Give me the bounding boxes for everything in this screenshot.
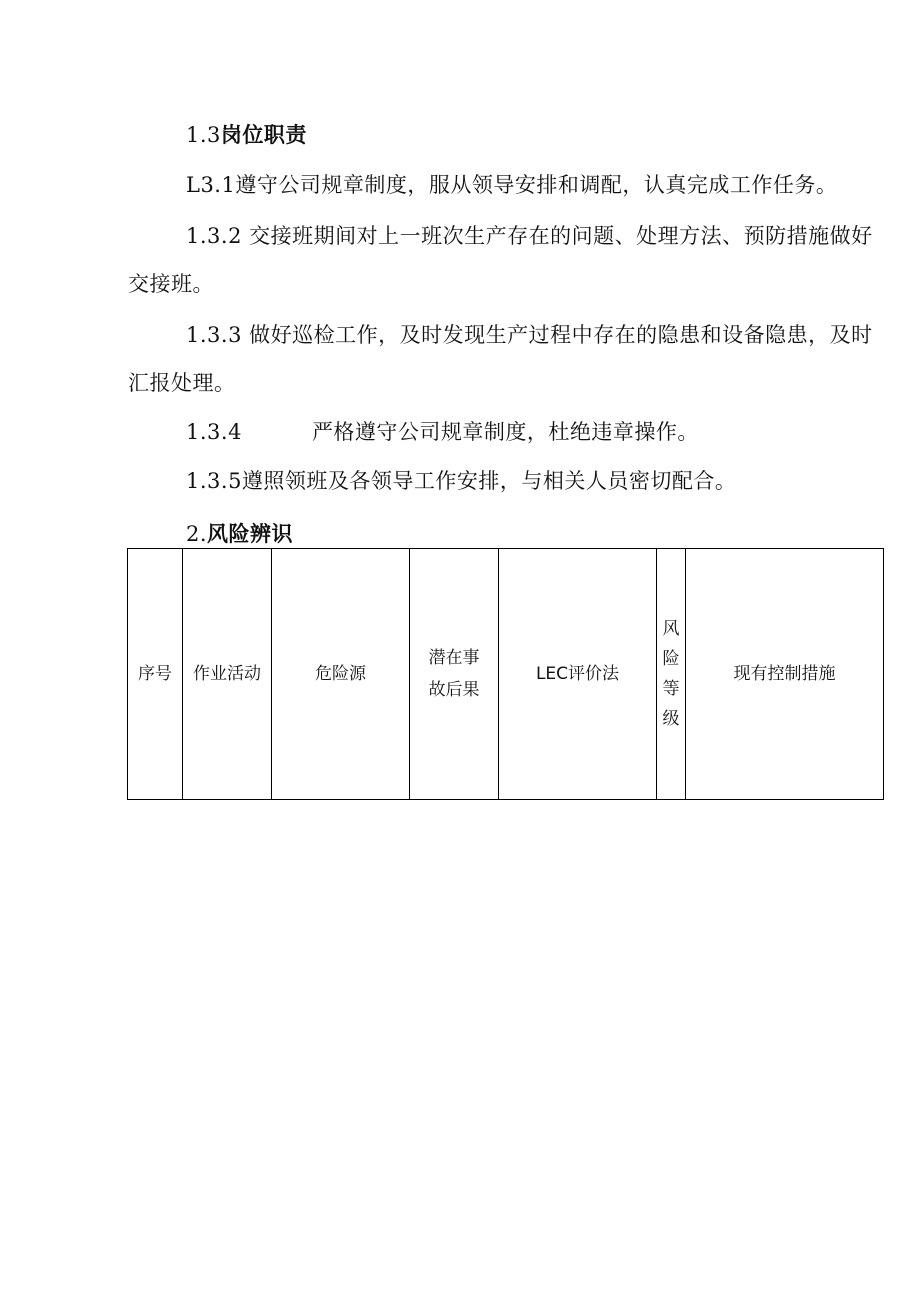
section-heading-2 — [186, 520, 293, 548]
duty-item-4-number: 1.3.4 — [186, 420, 242, 444]
duty-item-4 — [186, 418, 699, 446]
duty-item-4-text: 严格遵守公司规章制度，杜绝违章操作。 — [311, 420, 699, 444]
duty-item-5: 1.3.5遵照领班及各领导工作安排，与相关人员密切配合。 — [186, 469, 737, 493]
section-title: 岗位职责 — [220, 122, 307, 147]
duty-item-3-line1: 1.3.3 做好巡检工作，及时发现生产过程中存在的隐患和设备隐患，及时 — [186, 323, 873, 347]
section-number: 2. — [186, 522, 208, 546]
header-cell-lec: LEC评价法 — [499, 549, 657, 800]
section-number: 1.3 — [186, 123, 221, 147]
duty-item-2-line1: 1.3.2 交接班期间对上一班次生产存在的问题、处理方法、预防措施做好 — [186, 224, 873, 248]
duty-item-2-line2: 交接班。 — [128, 272, 214, 296]
header-cell-consequence: 潜在事故后果 — [410, 549, 499, 800]
header-cell-hazard: 危险源 — [272, 549, 410, 800]
section-heading-1-3 — [186, 121, 307, 149]
header-cell-activity: 作业活动 — [183, 549, 272, 800]
duty-item-3-line2: 汇报处理。 — [128, 371, 236, 395]
duty-item-1: L3.1遵守公司规章制度，服从领导安排和调配，认真完成工作任务。 — [186, 173, 838, 197]
header-cell-controls: 现有控制措施 — [686, 549, 884, 800]
header-cell-index: 序号 — [128, 549, 183, 800]
section-title: 风险辨识 — [207, 521, 294, 546]
risk-identification-table — [127, 548, 884, 800]
header-cell-risk-level: 风险等级 — [657, 549, 686, 800]
table-header-row — [128, 549, 884, 800]
